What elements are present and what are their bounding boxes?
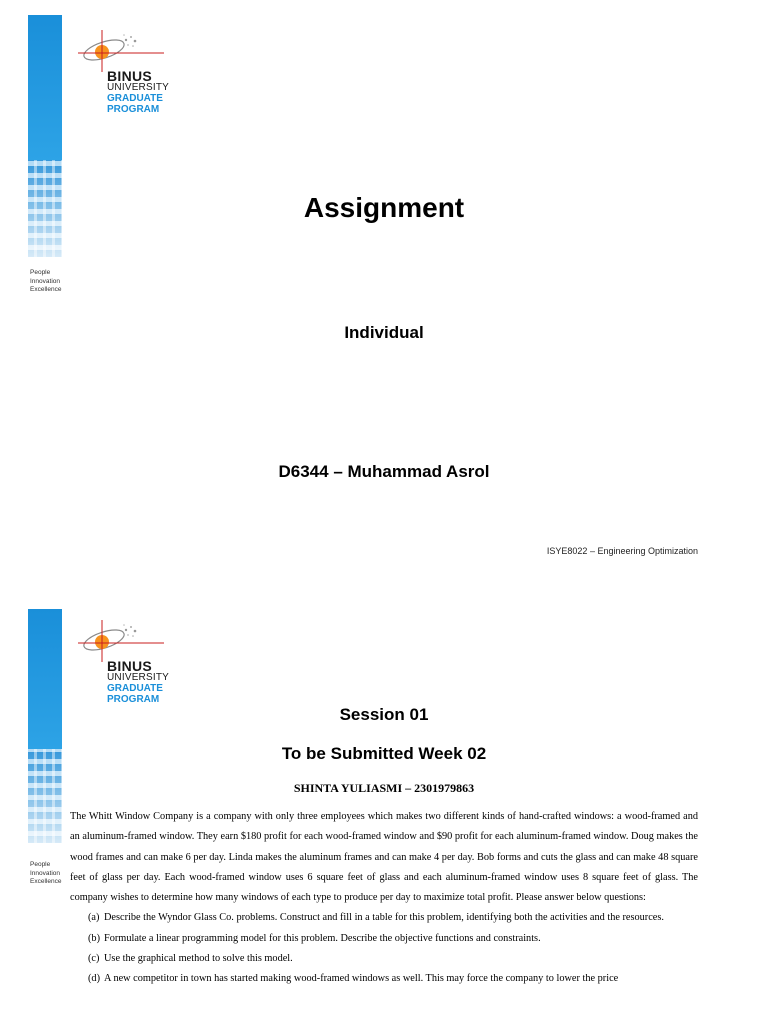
- question-label: (d): [88, 973, 101, 985]
- logo-text-university: UNIVERSITY: [107, 672, 170, 683]
- question-item: [70, 969, 698, 989]
- logo-orbit-icon: [78, 618, 188, 663]
- question-list: [70, 908, 698, 989]
- author-line: D6344 – Muhammad Asrol: [278, 462, 490, 481]
- question-label: (c): [88, 953, 100, 965]
- student-name: SHINTA YULIASMI – 2301979863: [293, 781, 475, 795]
- tagline-line: People: [30, 269, 51, 276]
- assignment-slide: [0, 596, 768, 1024]
- logo-orbit-icon: [78, 28, 188, 73]
- page-title: Assignment: [303, 192, 465, 223]
- assignment-body: [70, 807, 698, 990]
- logo-text-university: UNIVERSITY: [107, 82, 170, 93]
- question-text: A new competitor in town has started making wood-framed windows as well. This may force the company to lower the price: [104, 973, 619, 985]
- binus-logo: [78, 28, 188, 118]
- tagline-line: Excellence: [30, 878, 62, 885]
- logo-text-graduate: GRADUATE: [107, 93, 163, 104]
- tagline: [30, 861, 61, 887]
- question-label: (b): [88, 932, 101, 944]
- question-item: [70, 949, 698, 969]
- assignment-type: Individual: [344, 323, 424, 342]
- question-text: Use the graphical method to solve this model.: [104, 953, 293, 965]
- logo-text-binus: BINUS: [107, 68, 153, 84]
- tagline-line: Innovation: [30, 277, 60, 285]
- tagline-line: People: [30, 861, 51, 868]
- session-heading: Session 01: [339, 705, 429, 724]
- tagline-line: Excellence: [30, 286, 62, 293]
- decorative-stripe: [28, 609, 62, 843]
- logo-text-program: PROGRAM: [107, 694, 160, 705]
- course-label: ISYE8022 – Engineering Optimization: [546, 546, 698, 556]
- binus-logo: [78, 618, 188, 708]
- tagline-line: Innovation: [30, 869, 60, 877]
- question-text: Describe the Wyndor Glass Co. problems. Construct and fill in a table for this problem, identifying both the activities and the resources.: [104, 912, 664, 924]
- question-item: [70, 929, 698, 949]
- question-text: Formulate a linear programming model for this problem. Describe the objective functions and constraints.: [104, 932, 541, 944]
- problem-paragraph: The Whitt Window Company is a company with only three employees which makes two different kinds of hand-crafted windows: a wood-framed and an aluminum-framed window. They earn $180 profit for each wood-framed window and $90 profit for each aluminum-framed window. Doug makes the wood frames and can make 6 per day. Linda makes the aluminum frames and can make 4 per day. Bob forms and cuts the glass and can make 48 square feet of glass per day. Each wood-framed window uses 6 square feet of glass and each aluminum-framed window uses 8 square feet of glass. The company wishes to determine how many windows of each type to produce per day to maximize total profit. Please answer below questions:: [70, 811, 698, 904]
- question-item: [70, 908, 698, 928]
- due-heading: To be Submitted Week 02: [281, 744, 487, 763]
- logo-text-program: PROGRAM: [107, 104, 160, 115]
- logo-text-binus: BINUS: [107, 658, 153, 674]
- question-label: (a): [88, 912, 100, 924]
- tagline: [30, 269, 61, 295]
- logo-text-graduate: GRADUATE: [107, 683, 163, 694]
